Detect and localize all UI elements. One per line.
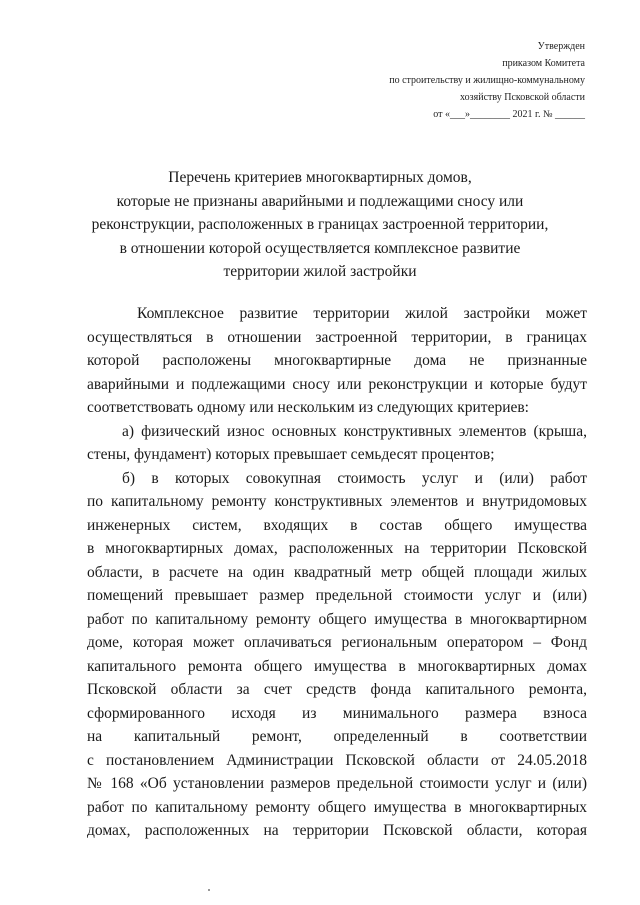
body-line: на капитальный ремонт, определенный в соответствии xyxy=(87,728,587,745)
body-line: № 168 «Об установлении размеров предельной стоимости услуг и (или) xyxy=(87,775,587,792)
body-line: домах, расположенных на территории Псковской области, которая xyxy=(87,822,587,839)
body-line: аварийными и подлежащими сносу или реконструкции и которые будут xyxy=(87,375,587,393)
body-line: с постановлением Администрации Псковской области от 24.05.2018 xyxy=(87,751,587,769)
approval-stamp xyxy=(389,38,585,123)
body-line: доме, которая может оплачиваться региональным оператором – Фонд xyxy=(87,634,587,651)
body-line: которой расположены многоквартирные дома не признанные xyxy=(87,352,587,369)
body-line: области, в расчете на один квадратный метр общей площади жилых xyxy=(87,563,587,581)
body-line: работ по капитальному ремонту общего имущества в многоквартирном xyxy=(87,610,587,628)
document-body xyxy=(87,302,587,843)
approval-line: хозяйству Псковской области xyxy=(460,92,585,103)
body-line: Псковской области за счет средств фонда капитального ремонта, xyxy=(87,681,587,698)
title-line: которые не признаны аварийными и подлежащими сносу или xyxy=(116,192,524,210)
title-line: в отношении которой осуществляется комплексное развитие xyxy=(119,239,521,257)
approval-line: по строительству и жилищно-коммунальному xyxy=(389,75,585,86)
title-line: реконструкции, расположенных в границах застроенной территории, xyxy=(91,216,549,233)
body-line: капитального ремонта общего имущества в многоквартирных домах xyxy=(87,657,587,675)
body-line: в многоквартирных домах, расположенных на территории Псковской xyxy=(87,540,587,557)
approval-line: от «___»________ 2021 г. № ______ xyxy=(433,109,585,120)
scan-speck xyxy=(208,889,210,891)
title-line: территории жилой застройки xyxy=(223,263,417,280)
body-line: по капитальному ремонту конструктивных элементов и внутридомовых xyxy=(87,493,587,510)
body-line: сформированного исходя из минимального размера взноса xyxy=(87,704,587,722)
body-line: соответствовать одному или нескольким из следующих критериев: xyxy=(87,399,529,416)
approval-line: Утвержден xyxy=(537,41,585,52)
body-line: а) физический износ основных конструктивных элементов (крыша, xyxy=(122,422,587,440)
approval-line: приказом Комитета xyxy=(502,58,585,69)
body-line: осуществляться в отношении застроенной территории, в границах xyxy=(87,328,587,346)
body-line: работ по капитальному ремонту общего имущества в многоквартирных xyxy=(87,798,587,816)
body-line: б) в которых совокупная стоимость услуг и (или) работ xyxy=(122,469,587,487)
document-title xyxy=(60,166,580,284)
body-line: стены, фундамент) которых превышает семьдесят процентов; xyxy=(87,446,495,463)
title-line: Перечень критериев многоквартирных домов, xyxy=(168,169,472,186)
body-line: Комплексное развитие территории жилой застройки может xyxy=(137,305,587,322)
body-line: помещений превышает размер предельной стоимости услуг и (или) xyxy=(87,587,587,604)
body-line: инженерных систем, входящих в состав общего имущества xyxy=(87,516,587,534)
